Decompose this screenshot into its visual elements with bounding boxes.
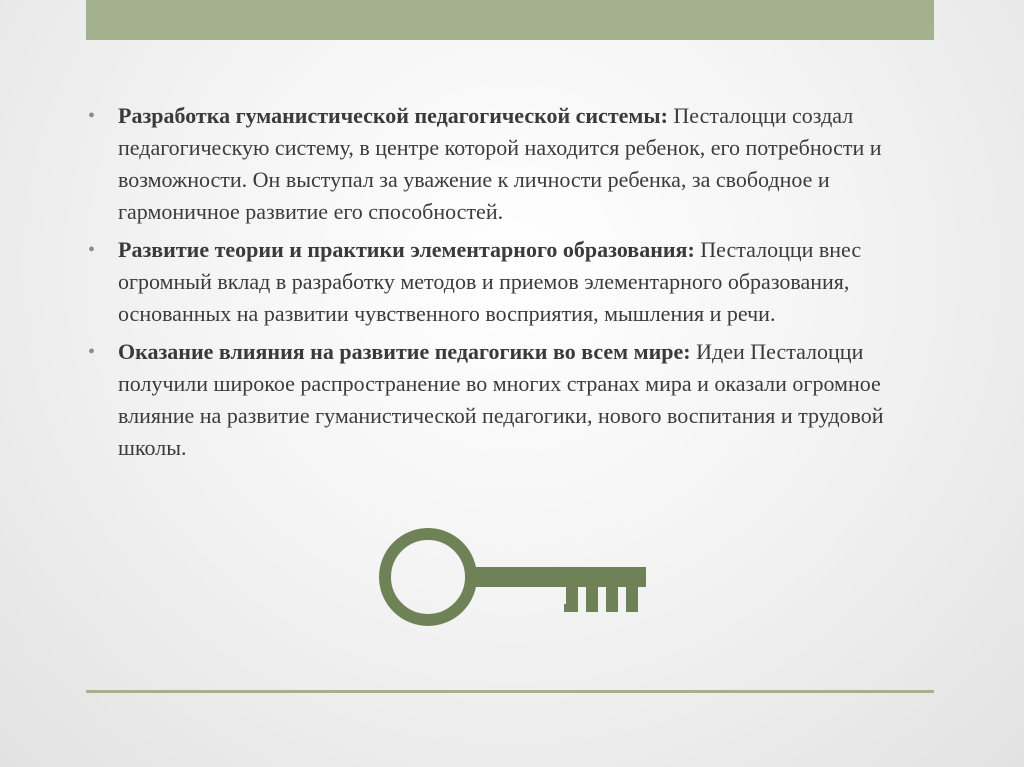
bottom-divider [86,690,934,693]
bullet-item-humanistic-system [88,100,888,228]
bullet-item-elementary-education [88,234,888,330]
bullet-text: Идеи Песталоцци получили широкое распространение во многих странах мира и оказали огромное влияние на развитие гуманистической педагогики, нового воспитания и трудовой школы. [118,339,884,460]
bullet-text: Песталоцци внес огромный вклад в разработку методов и приемов элементарного образования, основанных на развитии чувственного восприятия, мышления и речи. [118,237,862,326]
bullet-dot: • [88,341,96,363]
key-icon [378,520,648,635]
bullet-dot: • [88,105,96,127]
bullet-list [88,100,888,470]
bullet-dot: • [88,239,96,261]
bullet-heading: Разработка гуманистической педагогической системы: [118,103,668,128]
bullet-text: Песталоцци создал педагогическую систему, в центре которой находится ребенок, его потребности и возможности. Он выступал за уважение к личности ребенка, за свободное и гармоничное развитие его способностей. [118,103,882,224]
bullet-item-world-influence [88,336,888,464]
top-accent-bar [86,0,934,40]
bullet-heading: Оказание влияния на развитие педагогики во всем мире: [118,339,691,364]
bullet-heading: Развитие теории и практики элементарного образования: [118,237,695,262]
